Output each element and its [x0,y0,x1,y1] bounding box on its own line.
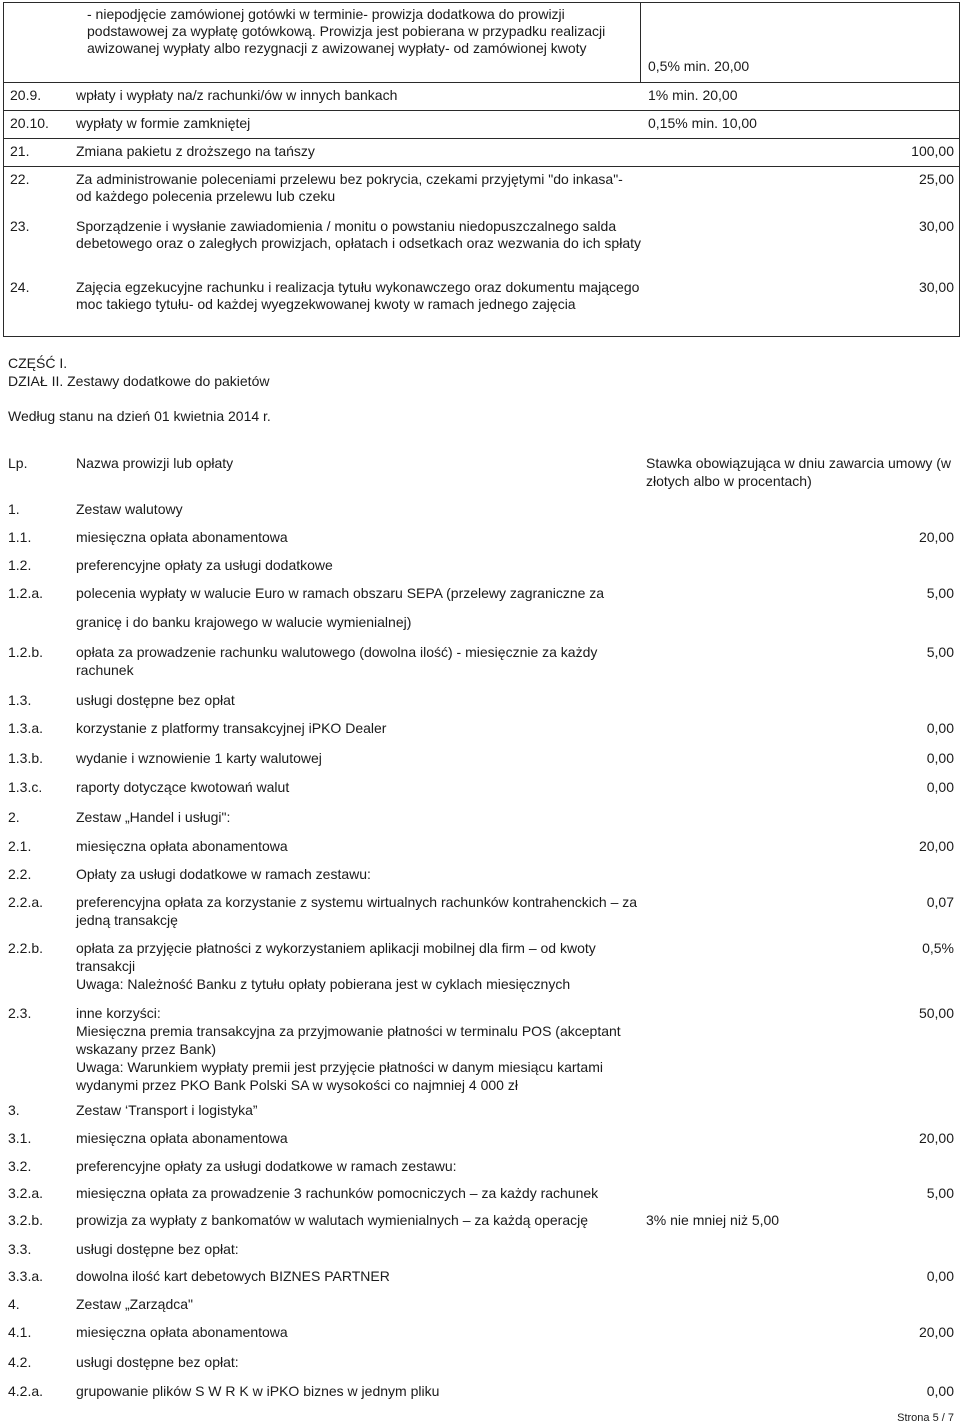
row-value: 0,00 [926,1268,954,1284]
row-number: 1.1. [8,529,32,545]
row-number: 1.2. [8,557,32,573]
row-number: 1.2.a. [8,585,44,601]
as-of-date: Według stanu na dzień 01 kwietnia 2014 r. [8,408,271,424]
row-value: 0,00 [926,750,954,766]
row-description: Zestaw „Zarządca" [76,1296,194,1312]
section-part: CZĘŚĆ I. [8,355,68,371]
row-value: 5,00 [926,644,954,660]
row-value: 0,5% [922,940,954,956]
row-number: 2. [8,809,20,825]
row-description: wydanie i wznowienie 1 karty walutowej [76,750,322,766]
row-description: miesięczna opłata abonamentowa [76,1324,288,1340]
row-number: 2.2. [8,866,32,882]
row-value: 5,00 [926,585,954,601]
row-number: 2.3. [8,1005,32,1021]
row-value: 0,00 [926,779,954,795]
row-number: 2.2.a. [8,894,44,910]
fee-number: 20.10. [10,115,49,131]
row-value: 20,00 [918,1324,954,1340]
fee-number: 21. [10,143,30,159]
row-description: opłata za prowadzenie rachunku walutowego (dowolna ilość) - miesięcznie za każdy rachunek [76,644,598,678]
row-description: preferencyjna opłata za korzystanie z systemu wirtualnych rachunków kontrahenckich – za jedną transakcję [76,894,638,928]
divider [3,166,959,167]
row-number: 3.1. [8,1130,32,1146]
row-description: preferencyjne opłaty za usługi dodatkowe w ramach zestawu: [76,1158,457,1174]
row-number: 3. [8,1102,20,1118]
header-rate: Stawka obowiązująca w dniu zawarcia umowy (w złotych albo w procentach) [646,455,952,489]
divider [3,82,959,83]
row-number: 4.2.a. [8,1383,44,1399]
divider [3,138,959,139]
row-description: miesięczna opłata za prowadzenie 3 rachunków pomocniczych – za każdy rachunek [76,1185,599,1201]
fee-number: 22. [10,171,30,187]
fee-number: 23. [10,218,30,234]
row-number: 1.3.a. [8,720,44,736]
row-number: 3.3. [8,1241,32,1257]
fee-description: Sporządzenie i wysłanie zawiadomienia / monitu o powstaniu niedopuszczalnego salda debetowego oraz o zaległych prowizjach, opłatach i odsetkach oraz wezwania do ich spłaty [76,218,641,251]
row-description: usługi dostępne bez opłat [76,692,235,708]
row-description: granicę i do banku krajowego w walucie wymienialnej) [76,614,412,630]
row-description: Zestaw walutowy [76,501,183,517]
row-description: dowolna ilość kart debetowych BIZNES PARTNER [76,1268,390,1284]
row-description: opłata za przyjęcie płatności z wykorzystaniem aplikacji mobilnej dla firm – od kwoty transakcji Uwaga: Należność Banku z tytułu opłaty pobierana jest w cyklach miesięcznych [76,940,596,992]
row-description: polecenia wypłaty w walucie Euro w ramach obszaru SEPA (przelewy zagraniczne za [76,585,605,601]
row-description: Opłaty za usługi dodatkowe w ramach zestawu: [76,866,371,882]
row-value: 5,00 [926,1185,954,1201]
row-description: preferencyjne opłaty za usługi dodatkowe [76,557,333,573]
fee-description: Za administrowanie poleceniami przelewu bez pokrycia, czekami przyjętymi "do inkasa"- od każdego polecenia przelewu lub czeku [76,171,623,204]
row-description: Zestaw „Handel i usługi": [76,809,231,825]
row-number: 2.2.b. [8,940,44,956]
fee-description: wypłaty w formie zamkniętej [76,115,251,131]
page-number: Strona 5 / 7 [897,1412,954,1424]
fee-description: wpłaty i wypłaty na/z rachunki/ów w innych bankach [76,87,398,103]
row-value: 3% nie mniej niż 5,00 [646,1212,780,1228]
row-number: 1.3. [8,692,32,708]
fee-value: 1% min. 20,00 [648,87,738,103]
row-value: 50,00 [918,1005,954,1021]
header-lp: Lp. [8,455,28,471]
row-description: usługi dostępne bez opłat: [76,1354,239,1370]
fee-description: Zmiana pakietu z droższego na tańszy [76,143,315,159]
row-number: 3.2.a. [8,1185,44,1201]
row-number: 4. [8,1296,20,1312]
row-value: 0,00 [926,1383,954,1399]
row-number: 3.2. [8,1158,32,1174]
fee-number: 20.9. [10,87,42,103]
row-number: 2.1. [8,838,32,854]
row-value: 20,00 [918,529,954,545]
row-number: 3.2.b. [8,1212,44,1228]
row-description: usługi dostępne bez opłat: [76,1241,239,1257]
row-value: 0,07 [926,894,954,910]
row-description: inne korzyści: Miesięczna premia transakcyjna za przyjmowanie płatności w terminalu POS (akceptant wskazany przez Bank) Uwaga: Warunkiem wypłaty premii jest przyjęcie płatności w danym miesiącu kartami wydanymi przez PKO Bank Polski SA w wysokości co najmniej 4 000 zł [76,1005,621,1093]
row-number: 3.3.a. [8,1268,44,1284]
row-description: korzystanie z platformy transakcyjnej iPKO Dealer [76,720,387,736]
row-value: 0,00 [926,720,954,736]
row-description: Zestaw ‘Transport i logistyka” [76,1102,258,1118]
fee-value: 0,5% min. 20,00 [648,58,750,74]
row-description: prowizja za wypłaty z bankomatów w walutach wymienialnych – za każdą operację [76,1212,589,1228]
fee-value: 30,00 [918,218,954,234]
row-description: raporty dotyczące kwotowań walut [76,779,290,795]
row-description: grupowanie plików S W R K w iPKO biznes w jednym pliku [76,1383,440,1399]
row-description: miesięczna opłata abonamentowa [76,529,288,545]
row-description: miesięczna opłata abonamentowa [76,1130,288,1146]
row-number: 1.3.b. [8,750,44,766]
fee-value: 100,00 [911,143,954,159]
row-description: miesięczna opłata abonamentowa [76,838,288,854]
row-number: 1.2.b. [8,644,44,660]
fee-number: 24. [10,279,30,295]
fee-description: - niepodjęcie zamówionej gotówki w terminie- prowizja dodatkowa do prowizji podstawowej za wypłatę gotówkową. Prowizja jest pobierana w przypadku realizacji awizowanej wypłaty albo rezygnacji z awizowanej wypłaty- od zamówionej kwoty [87,6,606,56]
fee-value: 25,00 [918,171,954,187]
fee-value: 0,15% min. 10,00 [648,115,757,131]
fee-description: Zajęcia egzekucyjne rachunku i realizacja tytułu wykonawczego oraz dokumentu mającego moc takiego tytułu- od każdej wyegzekwowanej kwoty w ramach jednego zajęcia [76,279,640,312]
row-value: 20,00 [918,1130,954,1146]
row-number: 1. [8,501,20,517]
divider [640,2,641,82]
fee-value: 30,00 [918,279,954,295]
section-division: DZIAŁ II. Zestawy dodatkowe do pakietów [8,373,270,389]
row-value: 20,00 [918,838,954,854]
header-name: Nazwa prowizji lub opłaty [76,455,234,471]
row-number: 1.3.c. [8,779,43,795]
row-number: 4.2. [8,1354,32,1370]
row-number: 4.1. [8,1324,32,1340]
divider [3,110,959,111]
